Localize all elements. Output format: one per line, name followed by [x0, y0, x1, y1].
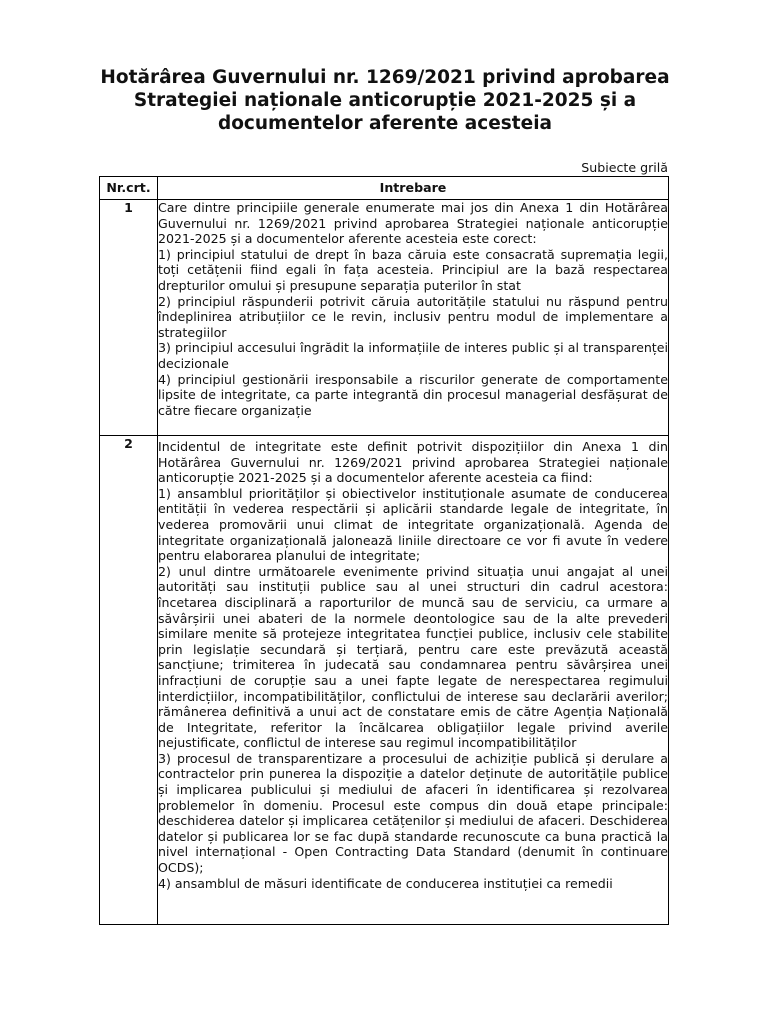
answer-option: 2) unul dintre următoarele evenimente privind situația unui angajat al unei autorități sau instituții publice sau al unei structuri din cadrul acestora: încetarea disciplinară a raporturilor de muncă sau de serviciu, ca urmare a săvârșirii unei abateri de la normele deontologice sau de la alte prevederi similare menite să protejeze integritatea funcției publice, inclusiv cele stabilite prin legislație secundară și terțiară, pentru care este prevăzută această sancțiune; trimiterea în judecată sau condamnarea pentru săvârșirea unei infracțiuni de corupție sau a unei fapte legate de nerespectarea regimului interdicțiilor, incompatibilităților, conflictului de interese sau declarării averilor; rămânerea definitivă a unui act de constatare emis de către Agenția Națională de Integritate, referitor la încălcarea obligațiilor legale privind averile nejustificate, conflictul de interese sau regimul incompatibilităților — [158, 563, 668, 751]
question-cell — [158, 200, 669, 436]
document-subtitle: Subiecte grilă — [581, 160, 668, 175]
question-text: Care dintre principiile generale enumerate mai jos din Anexa 1 din Hotărârea Guvernului nr. 1269/2021 privind aprobarea Strategiei naționale anticorupție 2021-2025 și a documentelor aferente acesteia este corect: — [158, 200, 668, 247]
table-row — [100, 436, 669, 925]
answer-option: 1) principiul statului de drept în baza căruia este consacrată supremația legii, toți cetățenii fiind egali în fața acesteia. Principiul are la bază respectarea drepturilor omului și presupune separația puterilor în stat — [158, 246, 668, 293]
answer-option: 1) ansamblul priorităților și obiectivelor instituționale asumate de conducerea entității în vederea respectării și aplicării standarde legale de integritate, în vederea promovării unui climat de integritate organizațională. Agenda de integritate organizațională jalonează liniile directoare ce vor fi avute în vedere pentru elaborarea planului de integritate; — [158, 485, 668, 564]
answer-option: 3) principiul accesului îngrădit la informațiile de interes public și al transparenței decizionale — [158, 340, 668, 371]
table-header-row — [100, 177, 669, 200]
answer-option: 4) ansamblul de măsuri identificate de conducerea instituției ca remedii — [158, 875, 613, 891]
header-intrebare: Intrebare — [158, 177, 669, 200]
questions-table — [99, 176, 669, 925]
row-number: 2 — [100, 436, 158, 925]
answer-option: 2) principiul răspunderii potrivit căruia autoritățile statului nu răspund pentru îndeplinirea atribuțiilor ce le revin, inclusiv pentru modul de implementare a strategiilor — [158, 293, 668, 340]
header-nr-crt: Nr.crt. — [100, 177, 158, 200]
table-row — [100, 200, 669, 436]
question-text: Incidentul de integritate este definit potrivit dispozițiilor din Anexa 1 din Hotărârea Guvernului nr. 1269/2021 privind aprobarea Strategiei naționale anticorupție 2021-2025 și a documentelor aferente acesteia ca fiind: — [158, 439, 668, 486]
answer-option: 3) procesul de transparentizare a procesului de achiziție publică și derulare a contractelor prin punerea la dispoziție a datelor deținute de autoritățile publice și implicarea publicului și mediului de afaceri în identificarea și rezolvarea problemelor în domeniu. Procesul este compus din două etape principale: deschiderea datelor și implicarea cetățenilor și mediului de afaceri. Deschiderea datelor și publicarea lor se fac după standarde recunoscute ca buna practică la nivel internațional - Open Contracting Data Standard (denumit în continuare OCDS); — [158, 750, 668, 876]
question-cell — [158, 436, 669, 925]
document-title: Hotărârea Guvernului nr. 1269/2021 privind aprobarea Strategiei naționale anticorupție 2021-2025 și a documentelor aferente acesteia — [100, 67, 670, 134]
row-number: 1 — [100, 200, 158, 436]
answer-option: 4) principiul gestionării iresponsabile a riscurilor generate de comportamente lipsite de integritate, ca parte integrantă din procesul managerial desfășurat de către fiecare organizație — [158, 371, 668, 418]
